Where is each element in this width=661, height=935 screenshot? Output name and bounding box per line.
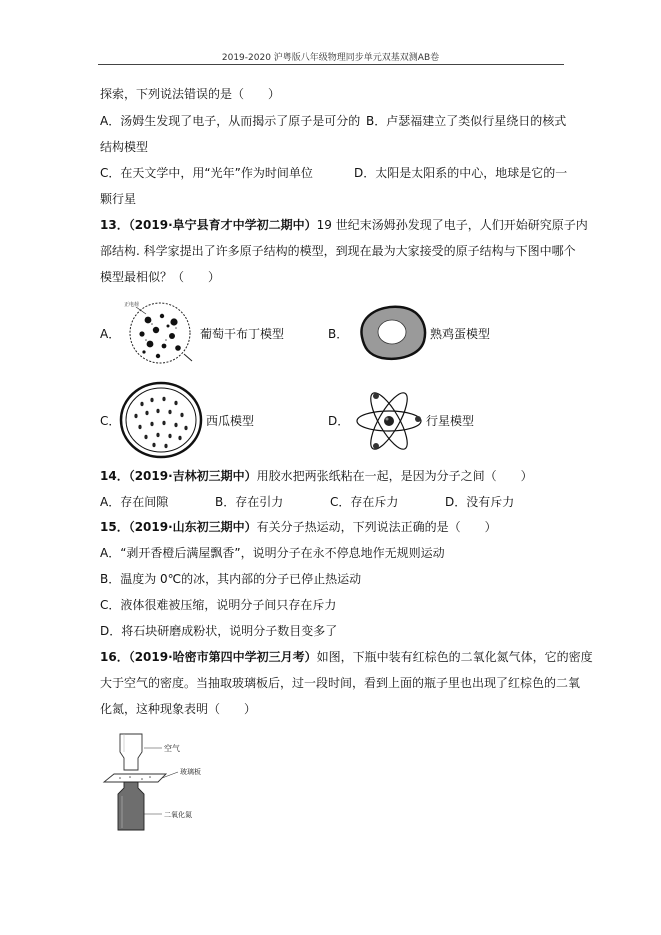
q14-option-d: D．没有斥力 xyxy=(445,495,515,509)
q15-line xyxy=(100,519,497,535)
boiled-egg-model-figure xyxy=(354,303,430,361)
q12-option-b-cont: 结构模型 xyxy=(100,140,149,154)
q15-stem: 有关分子热运动，下列说法正确的是（ ） xyxy=(256,520,497,534)
plum-pudding-fig-label: 正电荷 xyxy=(124,302,140,308)
q13-option-c-label: 西瓜模型 xyxy=(206,414,255,428)
q14-source: （2019·吉林初三期中） xyxy=(128,469,257,483)
planetary-model-figure xyxy=(354,386,424,456)
glass-plate-label: 玻璃板 xyxy=(180,768,201,776)
plum-pudding-model-figure xyxy=(122,298,198,366)
q13-source: （2019·阜宁县育才中学初二期中） xyxy=(128,218,317,232)
q12-option-d: D．太阳是太阳系的中心，地球是它的一 xyxy=(354,166,568,180)
q16-line2: 大于空气的密度。当抽取玻璃板后，过一段时间，看到上面的瓶子里也出现了红棕色的二氧 xyxy=(100,676,581,690)
q13-option-b-label: 熟鸡蛋模型 xyxy=(430,327,491,341)
q13-option-a-label: 葡萄干布丁模型 xyxy=(200,327,285,341)
q14-option-b: B．存在引力 xyxy=(215,495,284,509)
q15-option-d: D．将石块研磨成粉状，说明分子数目变多了 xyxy=(100,624,338,638)
q13-line2: 部结构. 科学家提出了许多原子结构的模型，到现在最为大家接受的原子结构与下图中哪个 xyxy=(100,244,576,258)
q14-stem: 用胶水把两张纸粘在一起，是因为分子之间（ ） xyxy=(256,469,533,483)
q13-option-d-label: 行星模型 xyxy=(426,414,475,428)
q15-source: （2019·山东初三期中） xyxy=(128,520,257,534)
q12-option-d-cont: 颗行星 xyxy=(100,192,137,206)
q12-option-c: C．在天文学中，用“光年”作为时间单位 xyxy=(100,166,313,180)
q16-source: （2019·哈密市第四中学初三月考） xyxy=(128,650,317,664)
q14-line xyxy=(100,468,533,484)
q13-option-a-letter: A． xyxy=(100,327,121,341)
q13-line3: 模型最相似？（ ） xyxy=(100,270,221,284)
q15-option-a: A．“剥开香橙后满屋飘香”，说明分子在永不停息地作无规则运动 xyxy=(100,546,445,560)
q16-text1: 如图，下瓶中装有红棕色的二氧化氮气体，它的密度 xyxy=(316,650,593,664)
q13-number: 13． xyxy=(100,218,129,232)
q13-option-d-letter: D． xyxy=(328,414,350,428)
q13-option-b-letter: B． xyxy=(328,327,349,341)
q13-line1 xyxy=(100,217,588,233)
q15-number: 15． xyxy=(100,520,129,534)
q13-text1: 19 世纪末汤姆孙发现了电子，人们开始研究原子内 xyxy=(316,218,588,232)
q12-option-a: A．汤姆生发现了电子，从而揭示了原子是可分的 xyxy=(100,114,361,128)
q16-line3: 化氮，这种现象表明（ ） xyxy=(100,702,257,716)
q16-number: 16． xyxy=(100,650,129,664)
page-header: 2019-2020 沪粤版八年级物理同步单元双基双测AB卷 xyxy=(221,53,440,63)
q16-line1 xyxy=(100,649,593,665)
diffusion-bottles-figure xyxy=(100,730,220,834)
q13-option-c-letter: C． xyxy=(100,414,121,428)
no2-label: 二氧化氮 xyxy=(164,811,192,819)
q12-stem: 探索，下列说法错误的是（ ） xyxy=(100,87,281,101)
q15-option-b: B．温度为 0℃的冰，其内部的分子已停止热运动 xyxy=(100,572,362,586)
header-rule xyxy=(98,64,564,65)
air-label: 空气 xyxy=(164,744,180,753)
q14-number: 14． xyxy=(100,469,129,483)
q14-option-a: A．存在间隙 xyxy=(100,495,169,509)
q12-option-b: B．卢瑟福建立了类似行星绕日的核式 xyxy=(366,114,567,128)
q14-option-c: C．存在斥力 xyxy=(330,495,399,509)
q15-option-c: C．液体很难被压缩，说明分子间只存在斥力 xyxy=(100,598,337,612)
watermelon-model-figure xyxy=(118,380,204,460)
